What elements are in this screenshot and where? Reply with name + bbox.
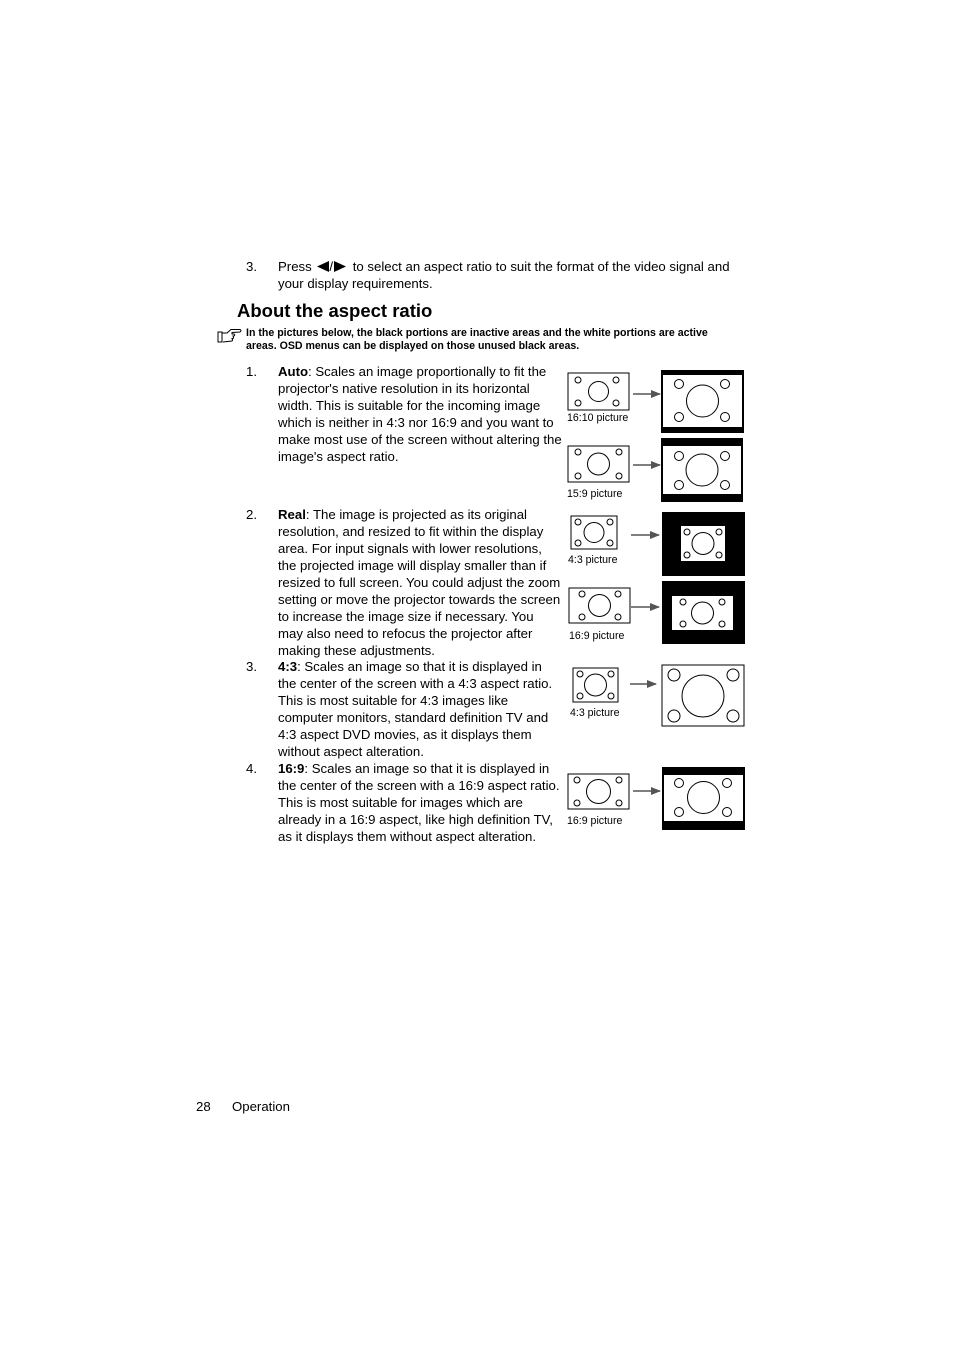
item-number: 4. [246,761,257,776]
figure-caption: 16:9 picture [567,815,623,827]
note-line-1: In the pictures below, the black portions are inactive areas and the white portions are active [246,327,708,339]
step-rest-text: to select an aspect ratio to suit the format of the video signal and [352,259,730,274]
figure-caption: 15:9 picture [567,488,623,500]
figure-caption: 4:3 picture [570,707,620,719]
footer-section: Operation [232,1099,290,1114]
item-text: : The image is projected as its original resolution, and resized to fit within the display area. For input signals with lower resolutions, the projected image will display smaller than if resized to full screen. You could adjust the zoom setting or move the projector towards the screen to increase the image size if necessary. You may also need to refocus the projector after making these adjustments. [278,507,561,658]
item-number: 2. [246,507,257,522]
step-press-text: Press [278,259,312,274]
item-number: 1. [246,364,257,379]
item-text: : Scales an image proportionally to fit the projector's native resolution in its horizontal width. This is suitable for the incoming image which is neither in 4:3 nor 16:9 and you want to make most use of the screen without altering the image's aspect ratio. [278,364,562,464]
pointing-hand-icon [217,327,243,344]
left-triangle-icon [317,261,329,272]
item-term: 4:3 [278,659,298,674]
item-number: 3. [246,659,257,674]
step-number: 3. [246,259,257,274]
list-item [278,658,562,760]
item-term: 16:9 [278,761,305,776]
step-line-2: your display requirements. [278,276,433,291]
item-term: Real [278,507,306,522]
figure-caption: 4:3 picture [568,554,618,566]
section-title: About the aspect ratio [237,300,433,321]
list-item [278,760,562,845]
step-slash: / [329,259,334,274]
figure-caption: 16:10 picture [567,412,629,424]
right-triangle-icon [334,261,346,272]
item-text: : Scales an image so that it is displayed in the center of the screen with a 4:3 aspect ratio. This is most suitable for 4:3 images like computer monitors, standard definition TV and 4:3 aspect DVD movies, as it displays them without aspect alteration. [278,659,553,759]
list-item [278,363,562,465]
aspect-figure-43 [567,664,747,730]
list-item [278,506,562,659]
item-term: Auto [278,364,309,379]
figure-caption: 16:9 picture [569,630,625,642]
step-line-1 [278,258,730,275]
page-number: 28 [196,1099,211,1114]
item-text: : Scales an image so that it is displayed in the center of the screen with a 16:9 aspect ratio. This is most suitable for images which are already in a 16:9 aspect, like high definition TV, as it displays them without aspect alteration. [278,761,560,844]
aspect-figure-real-43 [567,511,747,577]
note-line-2: areas. OSD menus can be displayed on those unused black areas. [246,340,580,352]
